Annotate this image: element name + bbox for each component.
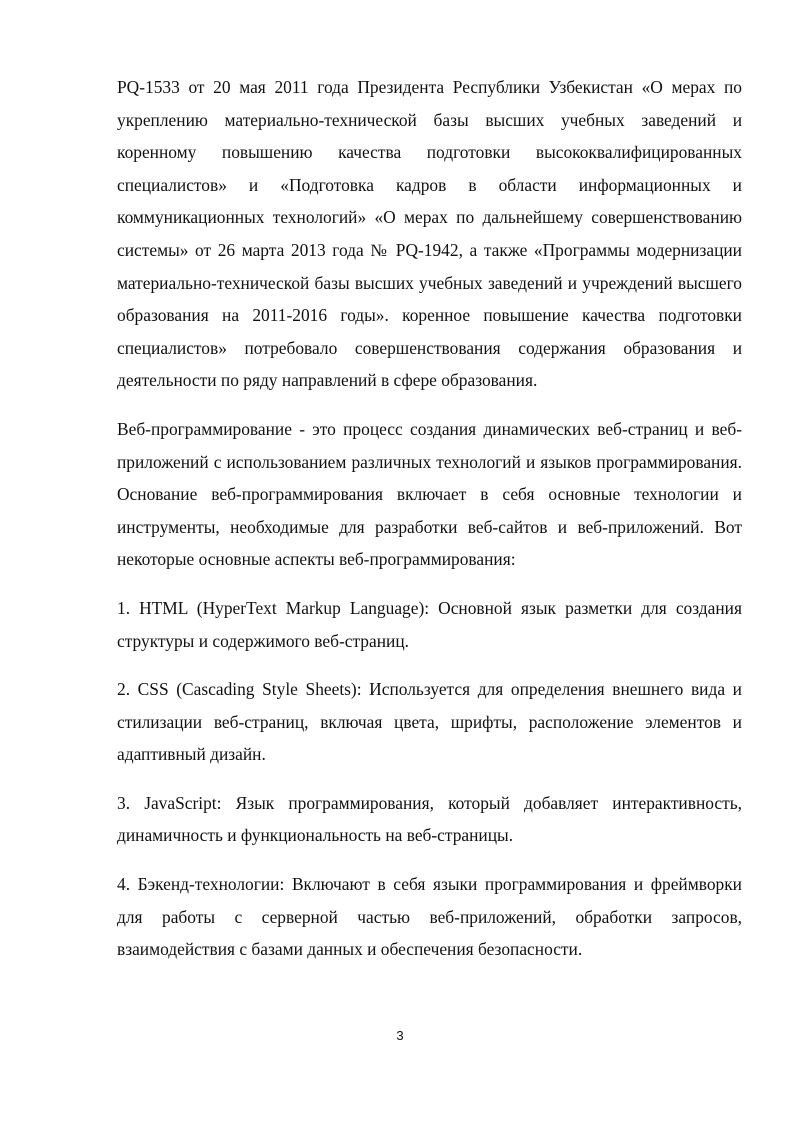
paragraph-web-programming-intro: Веб-программирование - это процесс создания динамических веб-страниц и веб-приложений с использованием различных технологий и языков программирования. Основание веб-программирования включает в себя основные технологии и инструменты, необходимые для разработки веб-сайтов и веб-приложений. Вот некоторые основные аспекты веб-программирования: bbox=[117, 418, 742, 570]
list-item-javascript: 3. JavaScript: Язык программирования, который добавляет интерактивность, динамичность и функциональность на веб-страницы. bbox=[117, 792, 742, 846]
list-item-html: 1. HTML (HyperText Markup Language): Основной язык разметки для создания структуры и содержимого веб-страниц. bbox=[117, 597, 742, 651]
page-number: 3 bbox=[396, 1028, 404, 1043]
list-item-css: 2. CSS (Cascading Style Sheets): Используется для определения внешнего вида и стилизации веб-страниц, включая цвета, шрифты, расположение элементов и адаптивный дизайн. bbox=[117, 679, 742, 765]
page-body bbox=[117, 71, 742, 982]
list-item-backend: 4. Бэкенд-технологии: Включают в себя языки программирования и фреймворки для работы с серверной частью веб-приложений, обработки запросов, взаимодействия с базами данных и обеспечения безопасности. bbox=[117, 874, 742, 960]
paragraph-decree-context: PQ-1533 от 20 мая 2011 года Президента Республики Узбекистан «О мерах по укреплению материально-технической базы высших учебных заведений и коренному повышению качества подготовки высококвалифицированных специалистов» и «Подготовка кадров в области информационных и коммуникационных технологий» «О мерах по дальнейшему совершенствованию системы» от 26 марта 2013 года № PQ-1942, а также «Программы модернизации материально-технической базы высших учебных заведений и учреждений высшего образования на 2011-2016 годы». коренное повышение качества подготовки специалистов» потребовало совершенствования содержания образования и деятельности по ряду направлений в сфере образования. bbox=[117, 77, 742, 391]
